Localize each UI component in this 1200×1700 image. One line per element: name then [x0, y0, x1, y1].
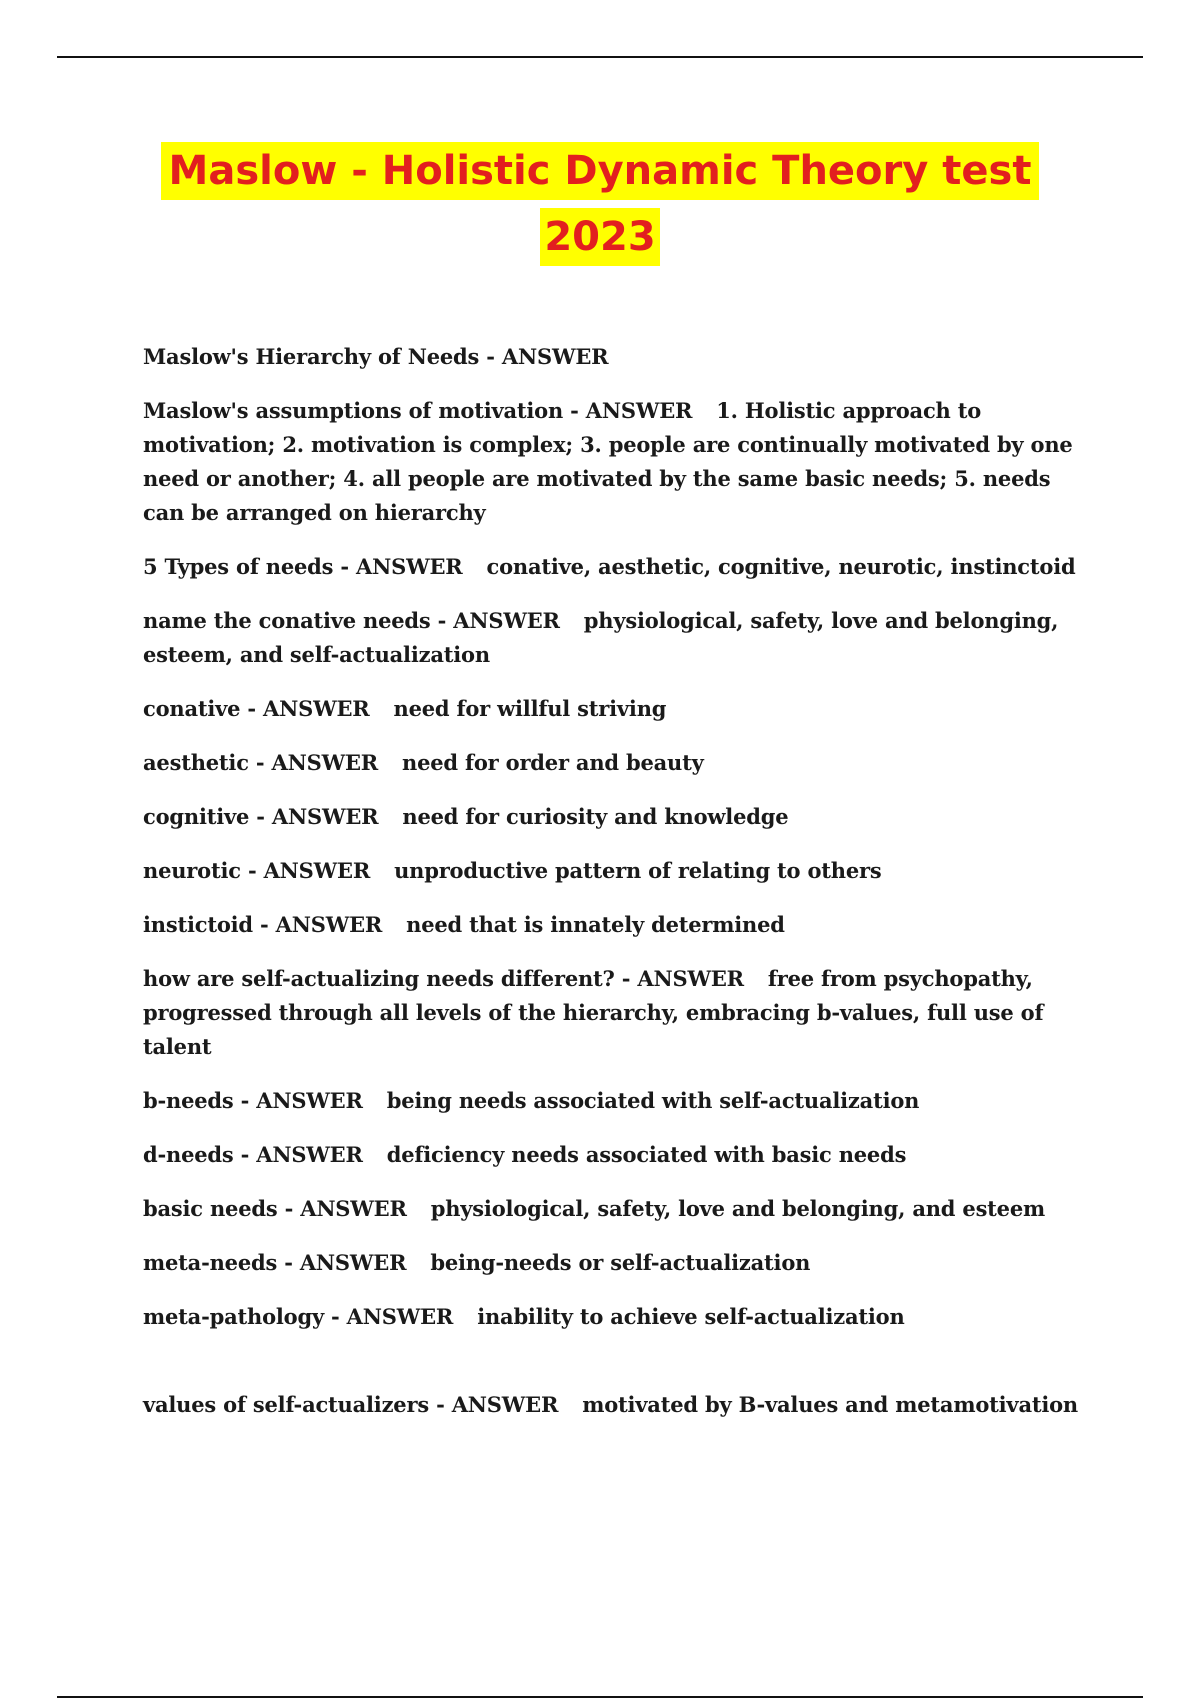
document-title — [0, 142, 1200, 266]
question: meta-pathology - ANSWER — [143, 1304, 454, 1329]
answer: need for order and beauty — [402, 750, 704, 775]
answer: conative, aesthetic, cognitive, neurotic, instinctoid — [486, 554, 1076, 579]
answer: need for curiosity and knowledge — [402, 804, 789, 829]
qa-item-conative-needs — [143, 604, 1083, 672]
qa-item-conative — [143, 692, 1083, 726]
answer: physiological, safety, love and belonging, esteem, and self-actualization — [143, 608, 1059, 667]
qa-list — [143, 340, 1083, 1442]
answer: being needs associated with self-actualization — [386, 1088, 920, 1113]
question: meta-needs - ANSWER — [143, 1250, 407, 1275]
qa-item-hierarchy — [143, 340, 1083, 374]
answer: physiological, safety, love and belonging, and esteem — [430, 1196, 1046, 1221]
qa-item-meta-needs — [143, 1246, 1083, 1280]
qa-item-neurotic — [143, 854, 1083, 888]
title-line-2: 2023 — [540, 208, 659, 266]
answer: free from psychopathy, progressed through all levels of the hierarchy, embracing b-values, full use of talent — [143, 966, 1044, 1059]
answer: motivated by B-values and metamotivation — [582, 1392, 1078, 1417]
question: 5 Types of needs - ANSWER — [143, 554, 463, 579]
answer: need that is innately determined — [406, 912, 785, 937]
qa-item-aesthetic — [143, 746, 1083, 780]
question: values of self-actualizers - ANSWER — [143, 1392, 559, 1417]
question: basic needs - ANSWER — [143, 1196, 407, 1221]
qa-item-meta-pathology — [143, 1300, 1083, 1334]
qa-item-self-actualizing — [143, 962, 1083, 1064]
question: how are self-actualizing needs different? - ANSWER — [143, 966, 744, 991]
answer: deficiency needs associated with basic needs — [386, 1142, 907, 1167]
question: neurotic - ANSWER — [143, 858, 371, 883]
question: name the conative needs - ANSWER — [143, 608, 560, 633]
question: Maslow's assumptions of motivation - ANSWER — [143, 398, 693, 423]
question: d-needs - ANSWER — [143, 1142, 363, 1167]
question: conative - ANSWER — [143, 696, 370, 721]
question: Maslow's Hierarchy of Needs - ANSWER — [143, 344, 609, 369]
top-divider — [57, 56, 1143, 58]
bottom-divider — [57, 1696, 1143, 1698]
answer: 1. Holistic approach to motivation; 2. motivation is complex; 3. people are continually motivated by one need or another; 4. all people are motivated by the same basic needs; 5. needs can be arranged on hierarchy — [143, 398, 1073, 525]
answer: inability to achieve self-actualization — [477, 1304, 905, 1329]
answer: being-needs or self-actualization — [430, 1250, 811, 1275]
qa-item-assumptions — [143, 394, 1083, 530]
question: instictoid - ANSWER — [143, 912, 383, 937]
qa-item-types-of-needs — [143, 550, 1083, 584]
qa-item-d-needs — [143, 1138, 1083, 1172]
qa-item-values-self-actualizers — [143, 1388, 1083, 1422]
question: aesthetic - ANSWER — [143, 750, 379, 775]
qa-item-b-needs — [143, 1084, 1083, 1118]
qa-item-cognitive — [143, 800, 1083, 834]
qa-item-basic-needs — [143, 1192, 1083, 1226]
question: cognitive - ANSWER — [143, 804, 379, 829]
answer: need for willful striving — [393, 696, 667, 721]
question: b-needs - ANSWER — [143, 1088, 363, 1113]
title-line-1: Maslow - Holistic Dynamic Theory test — [161, 142, 1040, 200]
qa-item-instinctoid — [143, 908, 1083, 942]
answer: unproductive pattern of relating to others — [394, 858, 882, 883]
